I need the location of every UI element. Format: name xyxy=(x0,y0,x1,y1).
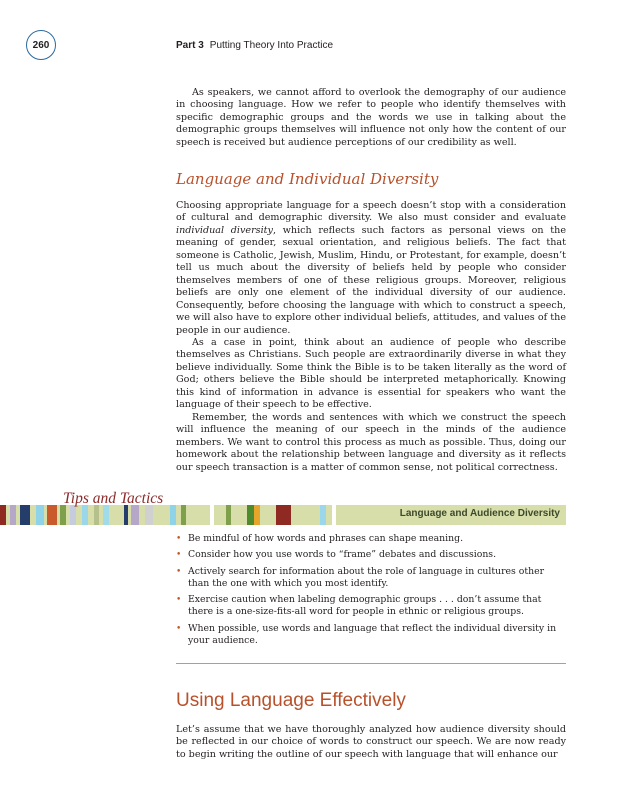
stripe xyxy=(103,505,109,525)
bullet-icon: • xyxy=(176,623,182,634)
list-item xyxy=(176,549,566,561)
stripe xyxy=(0,505,6,525)
stripe xyxy=(320,505,326,525)
tips-banner xyxy=(0,505,566,525)
stripe xyxy=(124,505,128,525)
stripe xyxy=(170,505,176,525)
list-item xyxy=(176,533,566,545)
stripe xyxy=(210,505,214,525)
next-section-body xyxy=(176,724,566,761)
tips-title: Tips and Tactics xyxy=(63,490,164,507)
tips-divider xyxy=(176,663,566,664)
list-item xyxy=(176,623,566,648)
running-head xyxy=(176,40,333,51)
section-paragraph-1 xyxy=(176,200,566,337)
list-item-text: When possible, use words and language that reflect the individual diversity in your audience. xyxy=(188,622,557,647)
stripe xyxy=(145,505,153,525)
list-item-text: Exercise caution when labeling demographic groups . . . don’t assume that there is a one-size-fits-all word for people in ethnic or religious groups. xyxy=(188,594,542,618)
stripe xyxy=(60,505,66,525)
bullet-icon: • xyxy=(176,534,182,544)
stripe xyxy=(131,505,139,525)
intro-paragraph: As speakers, we cannot afford to overlook the demography of our audience in choosing language. How we refer to people who identify themselves with specific demographic groups and the words we use in talking about the demographic groups themselves will influence not only how the content of our speech is received but audience perceptions of our credibility as well. xyxy=(176,87,566,148)
key-term: individual diversity xyxy=(176,224,273,236)
stripe xyxy=(276,505,291,525)
next-section-heading: Using Language Effectively xyxy=(176,690,406,711)
intro-block xyxy=(176,87,566,149)
section-paragraph-3: Remember, the words and sentences with which we construct the speech will influence the meaning of our speech in the minds of the audience members. We want to control this process as much as possible. Thus, doing our homework about the relationship between language and diversity as it reflects our speech transaction is a matter of common sense, not political correctness. xyxy=(176,411,566,473)
stripe xyxy=(332,505,336,525)
tips-list xyxy=(176,533,566,651)
stripe xyxy=(181,505,186,525)
bullet-icon: • xyxy=(176,595,182,606)
part-title: Putting Theory Into Practice xyxy=(209,40,334,51)
section-heading: Language and Individual Diversity xyxy=(176,170,439,188)
list-item-text: Be mindful of how words and phrases can shape meaning. xyxy=(188,533,464,544)
list-item-text: Actively search for information about the role of language in cultures other than the one with which you most identify. xyxy=(188,565,545,589)
stripe xyxy=(247,505,254,525)
bullet-icon: • xyxy=(176,550,182,561)
stripe xyxy=(47,505,57,525)
section-body xyxy=(176,200,566,474)
stripe xyxy=(254,505,260,525)
list-item xyxy=(176,594,566,619)
stripe xyxy=(70,505,76,525)
stripe xyxy=(10,505,16,525)
bullet-icon: • xyxy=(176,566,182,577)
part-label: Part 3 xyxy=(176,40,204,51)
stripe xyxy=(36,505,44,525)
stripe xyxy=(82,505,88,525)
next-section-paragraph: Let’s assume that we have thoroughly analyzed how audience diversity should be reflected in our choice of words to construct our speech. We are now ready to begin writing the outline of our speech with language that will enhance our xyxy=(176,724,566,760)
section-paragraph-2: As a case in point, think about an audience of people who describe themselves as Christians. Such people are extraordinarily diverse in what they believe individually. Some think the Bible is to be taken literally as the word of God; others believe the Bible should be interpreted metaphorically. Knowing this kind of information in advance is essential for speakers who want the language of their speech to be effective. xyxy=(176,336,566,411)
list-item-text: Consider how you use words to “frame” debates and discussions. xyxy=(188,549,497,561)
p1-text-before: Choosing appropriate language for a speech doesn’t stop with a consideration of cultural and demographic diversity. We also must consider and evaluate xyxy=(176,200,566,224)
list-item xyxy=(176,566,566,591)
tips-heading: Language and Audience Diversity xyxy=(399,508,560,519)
p1-text-after: , which reflects such factors as personal views on the meaning of gender, sexual orientation, and religious beliefs. The fact that someone is Catholic, Jewish, Muslim, Hindu, or Protestant, for example, doesn’t tell us much about the diversity of beliefs held by people who consider themselves members of one of these religious groups. Moreover, religious beliefs are only one element of the individual diversity of our audience. Consequently, before choosing the language with which to construct a speech, we will also have to explore other individual beliefs, attitudes, and values of the people in our audience. xyxy=(176,224,567,336)
page-number-badge xyxy=(26,30,56,60)
stripe xyxy=(226,505,231,525)
stripe xyxy=(94,505,99,525)
stripe xyxy=(20,505,30,525)
page-number: 260 xyxy=(32,39,50,51)
